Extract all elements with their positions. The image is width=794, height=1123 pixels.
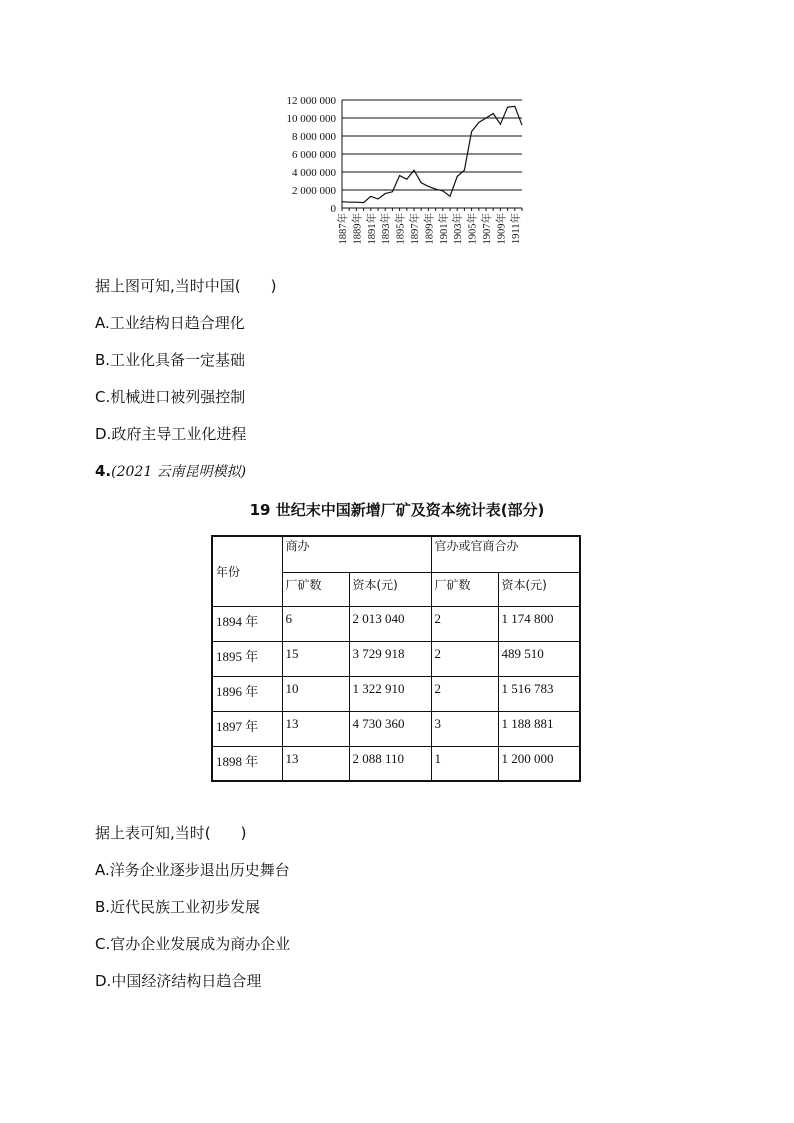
table-cell: 10 xyxy=(282,676,349,711)
x-tick-label: 1895年 xyxy=(395,213,407,245)
x-axis-labels xyxy=(336,213,522,245)
table-cell: 2 088 110 xyxy=(349,746,431,781)
y-tick-label: 10 000 000 xyxy=(286,113,336,125)
y-tick-label: 4 000 000 xyxy=(292,167,336,179)
table-cell: 3 729 918 xyxy=(349,641,431,676)
table-cell: 15 xyxy=(282,641,349,676)
table-subheader: 资本(元) xyxy=(498,572,580,606)
x-tick-label: 1887年 xyxy=(338,213,349,245)
question-4-source: (2021 云南昆明模拟) xyxy=(111,464,247,480)
table-cell: 1898 年 xyxy=(212,746,282,781)
table-cell: 1894 年 xyxy=(212,606,282,641)
question-4-option-c[interactable]: C.官办企业发展成为商办企业 xyxy=(95,935,291,953)
table-cell: 6 xyxy=(282,606,349,641)
table-row xyxy=(212,641,580,676)
question-4-stem: 据上表可知,当时( ) xyxy=(95,824,247,842)
grid-lines xyxy=(342,100,522,190)
table-cell: 4 730 360 xyxy=(349,711,431,746)
table-cell: 13 xyxy=(282,746,349,781)
question-4-header xyxy=(95,461,246,482)
x-tick-label: 1907年 xyxy=(482,213,493,245)
question-4-number: 4. xyxy=(95,462,112,480)
question-3-option-b[interactable]: B.工业化具备一定基础 xyxy=(95,351,246,369)
y-tick-label: 0 xyxy=(330,203,336,215)
table-cell: 2 013 040 xyxy=(349,606,431,641)
table-cell: 1895 年 xyxy=(212,641,282,676)
table-cell: 1 xyxy=(431,746,498,781)
question-3-option-d[interactable]: D.政府主导工业化进程 xyxy=(95,425,247,443)
question-3-stem: 据上图可知,当时中国( ) xyxy=(95,277,277,295)
table-cell: 1 516 783 xyxy=(498,676,580,711)
x-tick-label: 1893年 xyxy=(381,213,393,245)
table-subheader: 厂矿数 xyxy=(431,572,498,606)
table-subheader: 厂矿数 xyxy=(282,572,349,606)
x-tick-label: 1897年 xyxy=(410,213,421,245)
table-title: 19 世纪末中国新增厂矿及资本统计表(部分) xyxy=(249,501,545,519)
table-cell: 1 200 000 xyxy=(498,746,580,781)
y-tick-label: 12 000 000 xyxy=(286,95,336,107)
x-tick-label: 1889年 xyxy=(352,213,364,245)
x-tick-label: 1891年 xyxy=(366,213,378,245)
x-tick-label: 1905年 xyxy=(467,213,479,245)
table-row xyxy=(212,746,580,781)
table-row xyxy=(212,711,580,746)
question-3-option-c[interactable]: C.机械进口被列强控制 xyxy=(95,388,246,406)
table-row xyxy=(212,606,580,641)
statistics-table xyxy=(211,535,581,782)
table-cell: 1 188 881 xyxy=(498,711,580,746)
x-tick-label: 1901年 xyxy=(438,213,450,245)
question-4-option-b[interactable]: B.近代民族工业初步发展 xyxy=(95,898,261,916)
y-tick-label: 2 000 000 xyxy=(292,185,336,197)
line-chart xyxy=(260,88,540,263)
table-cell: 2 xyxy=(431,676,498,711)
x-tick-label: 1911年 xyxy=(510,213,522,245)
y-tick-label: 8 000 000 xyxy=(292,131,336,143)
table-row xyxy=(212,676,580,711)
question-4-option-a[interactable]: A.洋务企业逐步退出历史舞台 xyxy=(95,861,290,879)
x-tick-label: 1899年 xyxy=(424,213,436,245)
x-tick-label: 1903年 xyxy=(453,213,465,245)
table-header-year: 年份 xyxy=(212,536,282,606)
table-cell: 2 xyxy=(431,641,498,676)
table-cell: 13 xyxy=(282,711,349,746)
table-subheader: 资本(元) xyxy=(349,572,431,606)
table-cell: 3 xyxy=(431,711,498,746)
question-4-option-d[interactable]: D.中国经济结构日趋合理 xyxy=(95,972,262,990)
y-tick-label: 6 000 000 xyxy=(292,149,336,161)
y-axis-labels xyxy=(287,95,337,215)
table-cell: 1897 年 xyxy=(212,711,282,746)
table-header-private: 商办 xyxy=(282,536,431,572)
question-3-option-a[interactable]: A.工业结构日趋合理化 xyxy=(95,314,245,332)
table-cell: 1 174 800 xyxy=(498,606,580,641)
table-cell: 489 510 xyxy=(498,641,580,676)
table-cell: 1896 年 xyxy=(212,676,282,711)
table-cell: 2 xyxy=(431,606,498,641)
table-cell: 1 322 910 xyxy=(349,676,431,711)
x-tick-label: 1909年 xyxy=(496,213,508,245)
table-header-official: 官办或官商合办 xyxy=(431,536,580,572)
